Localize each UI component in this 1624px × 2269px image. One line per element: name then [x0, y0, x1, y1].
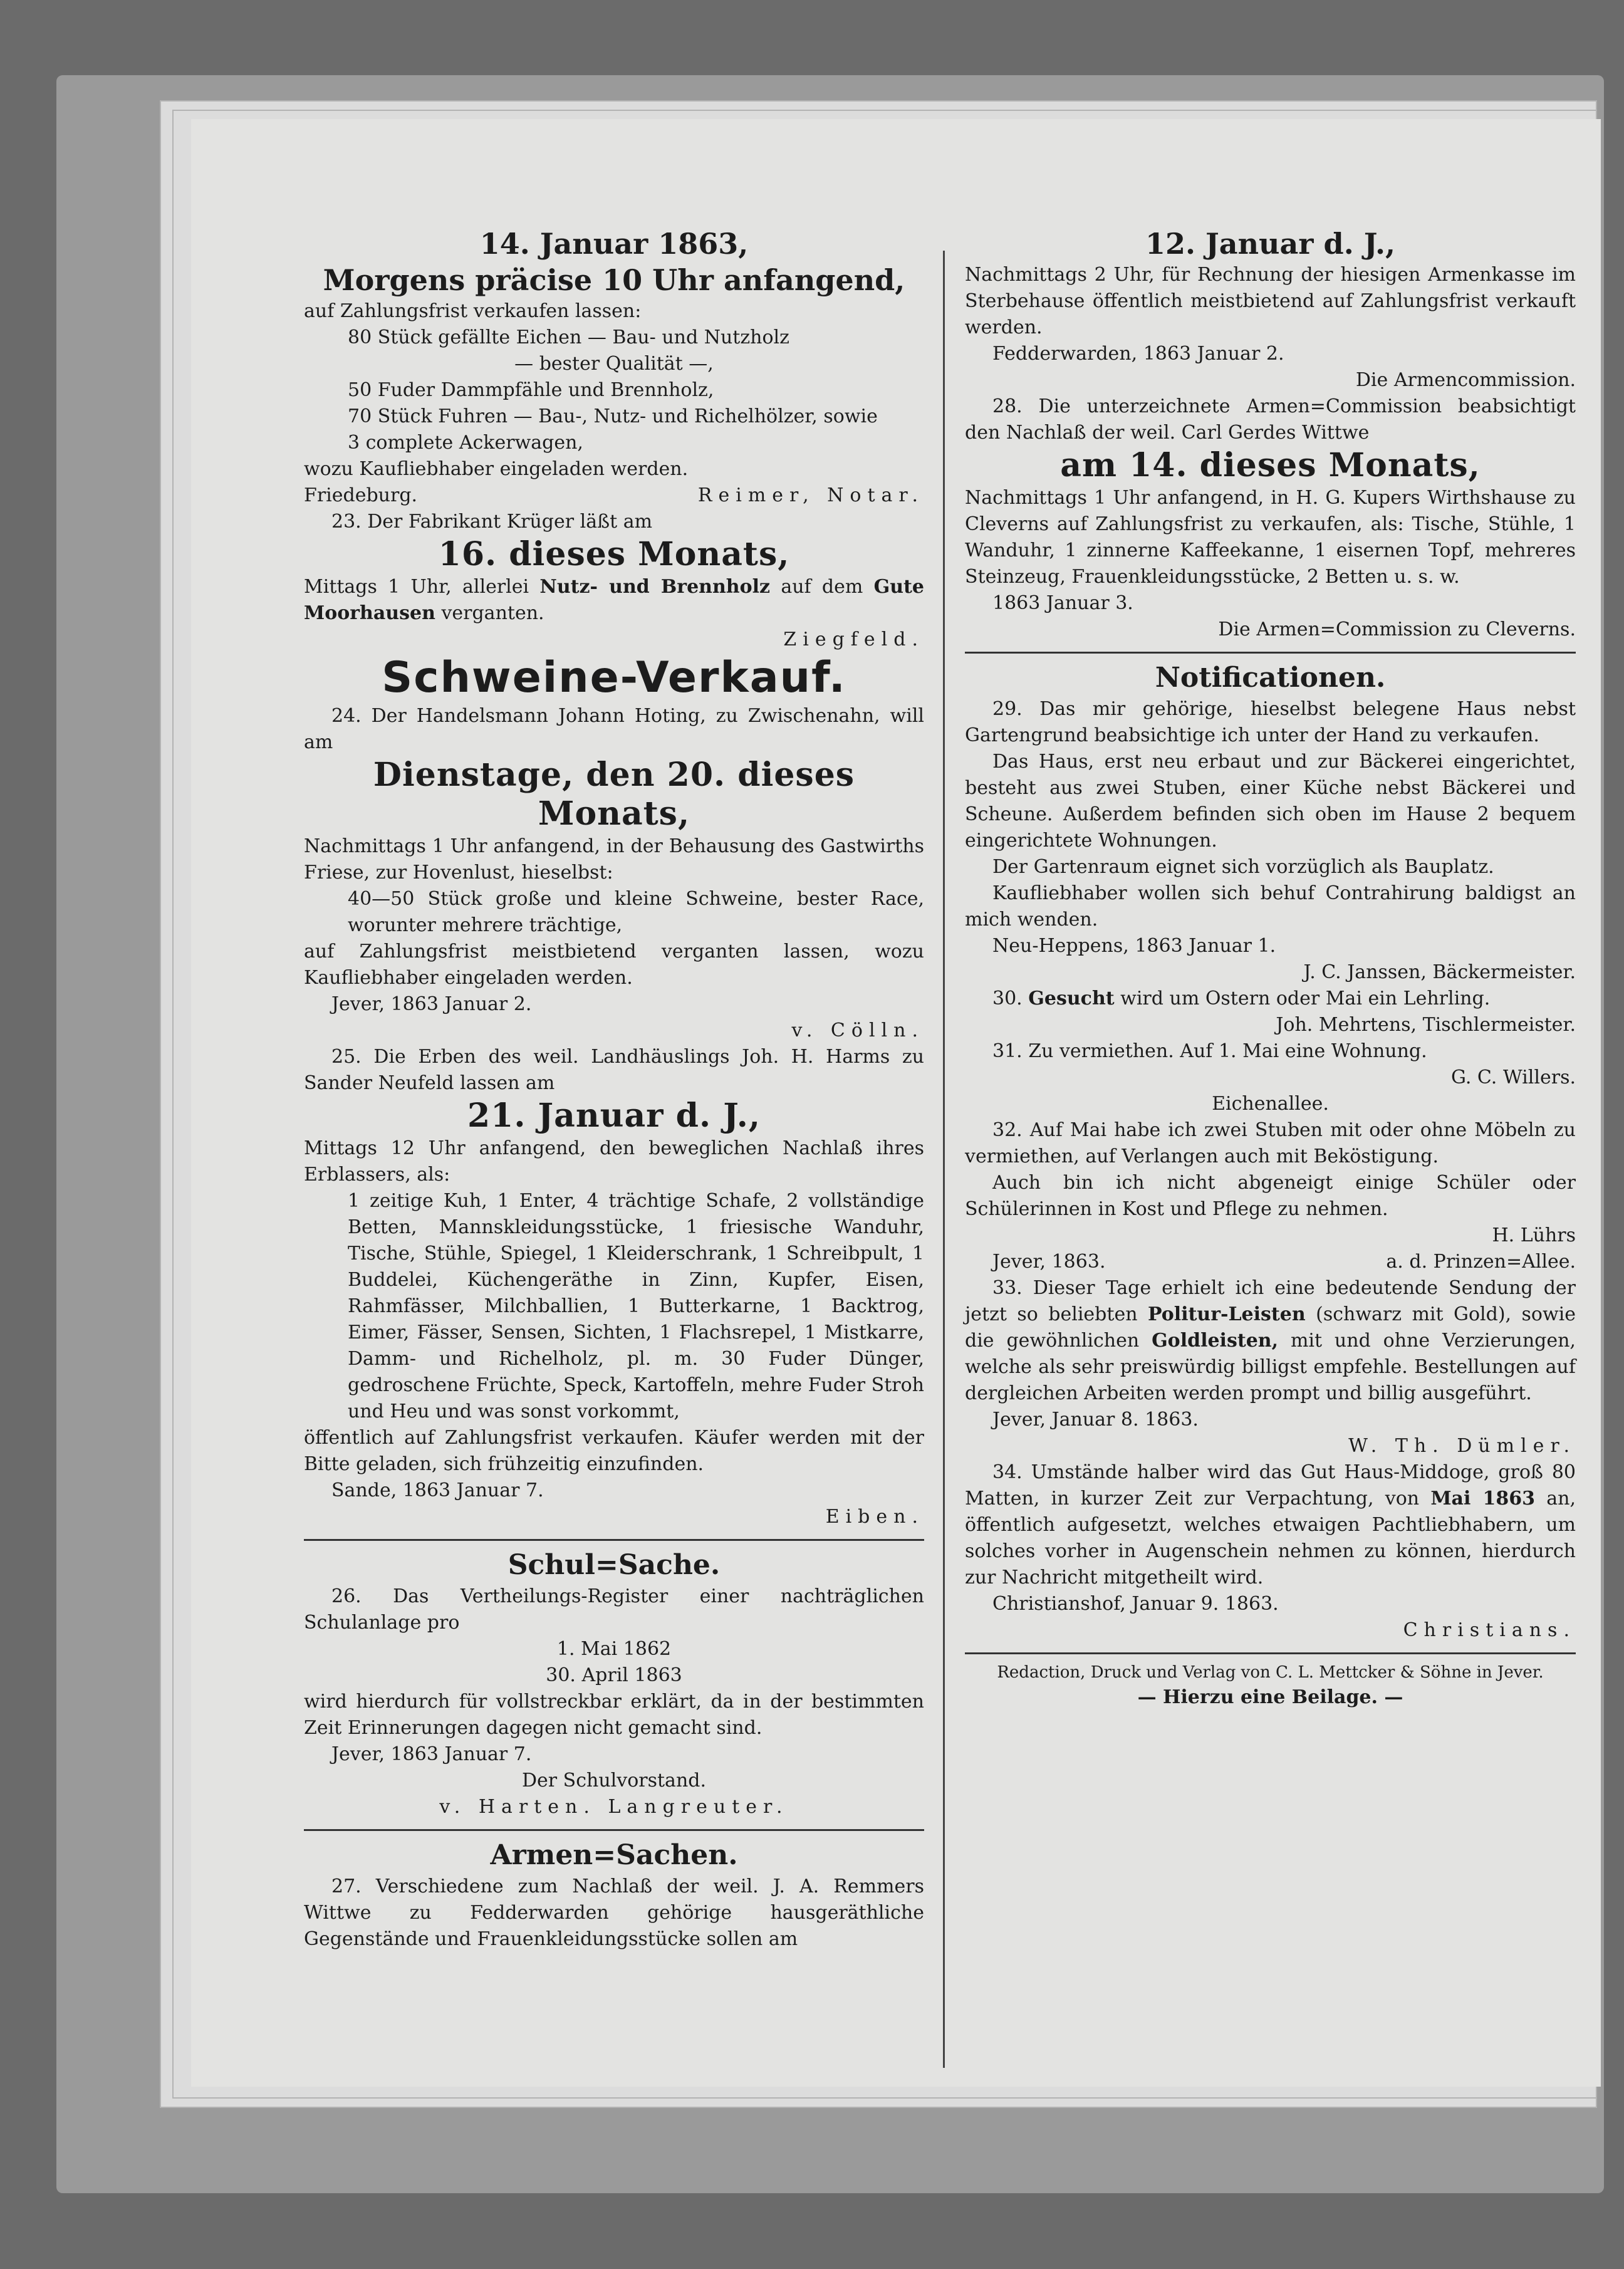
ad-item: 40—50 Stück große und kleine Schweine, bester Race, worunter mehrere trächtige,: [348, 888, 924, 936]
ad-text-part: Mittags 1 Uhr, allerlei: [304, 576, 529, 598]
ad-lead: 28. Die unterzeichnete Armen=Commission beabsichtigt den Nachlaß der weil. Carl Gerdes Wittwe: [965, 395, 1576, 444]
footer-rule: [965, 1652, 1576, 1654]
ad-text: auf Zahlungsfrist verkaufen lassen:: [304, 300, 642, 322]
notice-signers: v. Harten. Langreuter.: [439, 1796, 789, 1818]
section-title: Notificationen.: [1155, 662, 1386, 694]
notice-bold-text: Goldleisten,: [1152, 1330, 1279, 1352]
ad-heading: 16. dieses Monats,: [438, 535, 790, 573]
notice-text-part: wird um Ostern oder Mai ein Lehrling.: [1120, 988, 1491, 1009]
ad-signer: Reimer, Notar.: [697, 484, 924, 506]
notice-place: Eichenallee.: [1212, 1093, 1329, 1115]
ad-text-part: auf dem: [781, 576, 863, 598]
supplement-note: — Hierzu eine Beilage. —: [1137, 1686, 1403, 1708]
ad-lead: 24. Der Handelsmann Johann Hoting, zu Zwischenahn, will am: [304, 705, 924, 753]
notice-bold-text: Politur-Leisten: [1147, 1303, 1306, 1325]
notice-date: Christianshof, Januar 9. 1863.: [992, 1593, 1279, 1615]
ad-text: Nachmittags 1 Uhr anfangend, in der Behausung des Gastwirths Friese, zur Hovenlust, hieselbst:: [304, 835, 924, 884]
ad-text: auf Zahlungsfrist meistbietend verganten lassen, wozu Kaufliebhaber eingeladen werden.: [304, 941, 924, 989]
notice-date: Jever, Januar 8. 1863.: [992, 1409, 1199, 1431]
notice-bold-text: Gesucht: [1028, 988, 1115, 1009]
ad-heading: Dienstage, den 20. dieses Monats,: [373, 756, 855, 833]
notice-text: Kaufliebhaber wollen sich behuf Contrahirung baldigst an mich wenden.: [965, 882, 1576, 931]
ad-heading: 21. Januar d. J.,: [467, 1097, 761, 1135]
section-rule: [965, 652, 1576, 654]
section-title: Armen=Sachen.: [490, 1839, 738, 1871]
school-period-bottom: 30. April 1863: [546, 1664, 682, 1686]
ad-lead: 23. Der Fabrikant Krüger läßt am: [331, 511, 653, 533]
notice-text: 31. Zu vermiethen. Auf 1. Mai eine Wohnung.: [992, 1040, 1427, 1062]
ad-heading: am 14. dieses Monats,: [1060, 446, 1481, 484]
notice-signer: Joh. Mehrtens, Tischlermeister.: [1276, 1014, 1576, 1036]
notice-bold-text: Mai 1863: [1430, 1488, 1536, 1510]
ad-item: 80 Stück gefällte Eichen — Bau- und Nutzholz: [348, 326, 789, 348]
notice-date: Neu-Heppens, 1863 Januar 1.: [992, 935, 1276, 957]
ad-signature-line: [304, 482, 924, 509]
ad-signer: Ziegfeld.: [783, 629, 924, 650]
ad-date: Sande, 1863 Januar 7.: [331, 1479, 544, 1501]
ad-items: 1 zeitige Kuh, 1 Enter, 4 trächtige Schafe, 2 vollständige Betten, Mannskleidungsstücke, 1 friesische Wanduhr, Tische, Stühle, Spiegel, 1 Kleiderschrank, 1 Schreibpult, 1 Buddelei, Küchengeräthe in Zinn, Kupfer, Eisen, Rahmfässer, Milchballien, 1 Butterkarne, 1 Backtrog, Eimer, Fässer, Sensen, Sichten, 1 Flachsrepel, 1 Mistkarre, Damm- und Richelholz, pl. m. 30 Fuder Dünger, gedroschene Früchte, Speck, Kartoffeln, mehre Fuder Stroh und Heu und was sonst vorkommt,: [348, 1190, 924, 1422]
notice-text: 32. Auf Mai habe ich zwei Stuben mit oder ohne Möbeln zu vermiethen, auf Verlangen auch mit Beköstigung.: [965, 1119, 1576, 1167]
ad-item: 50 Fuder Dammpfähle und Brennholz,: [348, 379, 714, 401]
notice-text: 27. Verschiedene zum Nachlaß der weil. J. A. Remmers Wittwe zu Fedderwarden gehörige hausgeräthliche Gegenstände und Frauenkleidungsstücke sollen am: [304, 1875, 924, 1950]
notice-text-part: an, öffentlich aufgesetzt, welches etwaigen Pachtliebhabern, um solches vorher in Augenschein nehmen zu können, hierdurch zur Nachricht mitgetheilt wird.: [965, 1488, 1576, 1588]
notice-text: 29. Das mir gehörige, hieselbst belegene Haus nebst Gartengrund beabsichtige ich unter der Hand zu verkaufen.: [965, 698, 1576, 746]
notice-signer: J. C. Janssen, Bäckermeister.: [1303, 961, 1576, 983]
notice-date: Jever, 1863.: [992, 1251, 1106, 1273]
ad-text: Mittags 12 Uhr anfangend, den beweglichen Nachlaß ihres Erblassers, als:: [304, 1137, 924, 1186]
ad-signer: Eiben.: [825, 1506, 924, 1528]
notice-address: a. d. Prinzen=Allee.: [1386, 1251, 1576, 1273]
ad-bold-text: Gute Moorhausen: [304, 576, 925, 624]
notice-date: Jever, 1863 Januar 7.: [331, 1743, 532, 1765]
ad-item: 70 Stück Fuhren — Bau-, Nutz- und Richelhölzer, sowie: [348, 405, 878, 427]
section-rule: [304, 1829, 924, 1831]
notice-text: Auch bin ich nicht abgeneigt einige Schüler oder Schülerinnen in Kost und Pflege zu nehmen.: [965, 1172, 1576, 1220]
notice-text: [965, 1275, 1576, 1407]
ad-text: Nachmittags 1 Uhr anfangend, in H. G. Kupers Wirthshause zu Cleverns auf Zahlungsfrist zu verkaufen, als: Tische, Stühle, 1 Wanduhr, 1 zinnerne Kaffeekanne, 1 eisernen Topf, mehreres Steinzeug, Frauenkleidungsstücke, 2 Betten u. s. w.: [965, 487, 1576, 588]
notice-text-part: 33. Dieser Tage erhielt ich eine bedeutende Sendung der jetzt so beliebten: [965, 1277, 1576, 1325]
ad-signer: Die Armen=Commission zu Cleverns.: [1218, 618, 1576, 640]
right-column: [965, 226, 1576, 2055]
newspaper-page: [191, 119, 1601, 2087]
notice-signer: G. C. Willers.: [1450, 1067, 1576, 1088]
ad-time-heading: Morgens präcise 10 Uhr anfangend,: [323, 263, 905, 297]
notice-text-part: mit und ohne Verzierungen, welche als sehr preiswürdig billigst empfehle. Bestellungen auf dergleichen Arbeiten werden prompt und billig ausgeführt.: [965, 1330, 1576, 1404]
ad-place: Friedeburg.: [304, 484, 418, 506]
notice-signature-line: [965, 1249, 1576, 1275]
ad-title: Schweine-Verkauf.: [382, 653, 846, 702]
ad-text: wozu Kaufliebhaber eingeladen werden.: [304, 458, 689, 480]
ad-date: Fedderwarden, 1863 Januar 2.: [992, 343, 1284, 365]
ad-date-heading: 14. Januar 1863,: [479, 227, 749, 261]
imprint: Redaction, Druck und Verlag von C. L. Mettcker & Söhne in Jever.: [997, 1663, 1544, 1682]
notice-signer: W. Th. Dümler.: [1348, 1435, 1576, 1457]
ad-item: 3 complete Ackerwagen,: [348, 432, 583, 454]
ad-heading: 12. Januar d. J.,: [1145, 227, 1395, 261]
notice-text: Der Gartenraum eignet sich vorzüglich als Bauplatz.: [992, 856, 1494, 878]
section-rule: [304, 1539, 924, 1541]
ad-date: 1863 Januar 3.: [992, 592, 1133, 614]
school-period-top: 1. Mai 1862: [556, 1638, 672, 1660]
notice-text: wird hierdurch für vollstreckbar erklärt, da in der bestimmten Zeit Erinnerungen dagegen nicht gemacht sind.: [304, 1691, 924, 1739]
ad-signer: Die Armencommission.: [1355, 369, 1576, 391]
ad-lead: 25. Die Erben des weil. Landhäuslings Joh. H. Harms zu Sander Neufeld lassen am: [304, 1046, 924, 1094]
notice-text: [965, 986, 1576, 1012]
notice-text-part: (schwarz mit Gold), sowie die gewöhnlichen: [965, 1303, 1576, 1352]
section-title: Schul=Sache.: [508, 1549, 721, 1581]
notice-signer: H. Lührs: [1492, 1224, 1576, 1246]
ad-text: [304, 574, 924, 627]
left-column: [304, 226, 924, 2055]
column-divider: [943, 251, 945, 2068]
ad-text: öffentlich auf Zahlungsfrist verkaufen. Käufer werden mit der Bitte geladen, sich frühzeitig einzufinden.: [304, 1427, 924, 1475]
notice-text-part: 30.: [992, 988, 1023, 1009]
ad-bold-text: Nutz- und Brennholz: [539, 576, 771, 598]
notice-text: Das Haus, erst neu erbaut und zur Bäckerei eingerichtet, besteht aus zwei Stuben, einer Küche nebst Bäckerei und Scheune. Außerdem befinden sich oben im Hause 2 bequem eingerichtete Wohnungen.: [965, 751, 1576, 852]
ad-text-part: verganten.: [441, 602, 544, 624]
notice-text: 26. Das Vertheilungs-Register einer nachträglichen Schulanlage pro: [304, 1585, 924, 1634]
notice-text-part: 34. Umstände halber wird das Gut Haus-Middoge, groß 80 Matten, in kurzer Zeit zur Verpachtung, von: [965, 1461, 1576, 1510]
notice-board: Der Schulvorstand.: [521, 1770, 707, 1792]
ad-text: Nachmittags 2 Uhr, für Rechnung der hiesigen Armenkasse im Sterbehause öffentlich meistbietend auf Zahlungsfrist verkauft werden.: [965, 264, 1576, 338]
ad-signer: v. Cölln.: [791, 1020, 924, 1041]
notice-text: [965, 1459, 1576, 1591]
ad-item: — bester Qualität —,: [514, 353, 714, 375]
notice-signer: Christians.: [1403, 1619, 1576, 1641]
ad-date: Jever, 1863 Januar 2.: [331, 993, 532, 1015]
